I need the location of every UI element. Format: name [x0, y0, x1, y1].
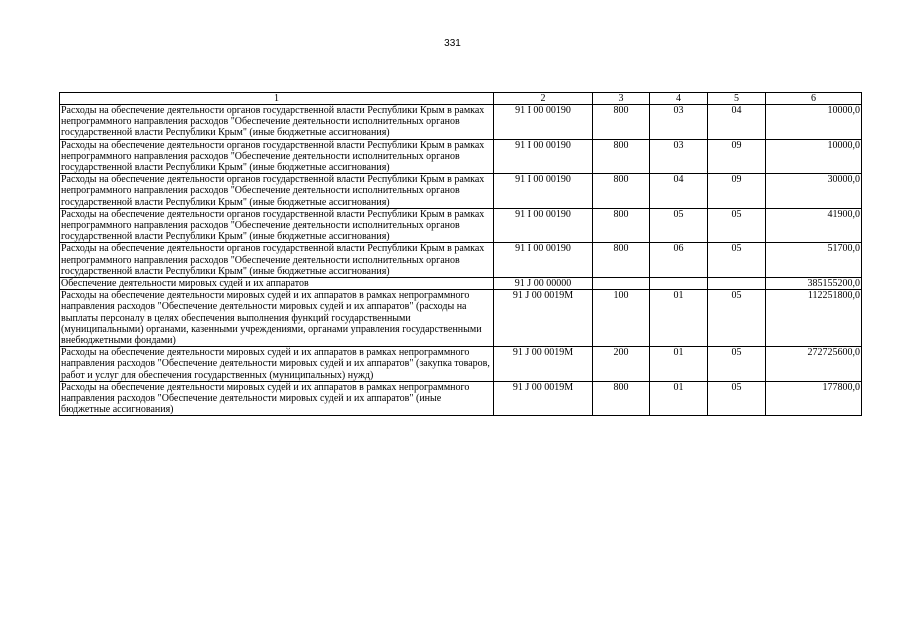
row-name: Расходы на обеспечение деятельности органов государственной власти Республики Крым в рамках непрограммного направления расходов "Обеспечение деятельности исполнительных органов государственной власти Республики Крым" (иные бюджетные ассигнования) [60, 174, 494, 209]
row-expense-type: 800 [593, 139, 650, 174]
row-subsection: 05 [708, 208, 766, 243]
row-code: 91 J 00 0019M [494, 347, 593, 382]
table-row [60, 290, 862, 347]
row-name: Расходы на обеспечение деятельности мировых судей и их аппаратов в рамках непрограммного направления расходов "Обеспечение деятельности мировых судей и их аппаратов" (иные бюджетные ассигнования) [60, 381, 494, 416]
row-expense-type: 800 [593, 243, 650, 278]
row-expense-type: 200 [593, 347, 650, 382]
row-subsection: 05 [708, 347, 766, 382]
row-amount: 41900,0 [766, 208, 862, 243]
column-header-6: 6 [766, 93, 862, 105]
row-subsection: 05 [708, 243, 766, 278]
row-name: Расходы на обеспечение деятельности мировых судей и их аппаратов в рамках непрограммного направления расходов "Обеспечение деятельности мировых судей и их аппаратов" (расходы на выплаты персоналу в целях обеспечения выполнения функций государственными (муниципальными) органами, казенными учреждениями, органами управления государственными внебюджетными фондами) [60, 290, 494, 347]
column-header-1: 1 [60, 93, 494, 105]
page-number: 331 [444, 38, 461, 49]
row-amount: 177800,0 [766, 381, 862, 416]
row-expense-type: 800 [593, 381, 650, 416]
row-section: 05 [650, 208, 708, 243]
row-expense-type: 100 [593, 290, 650, 347]
row-amount: 272725600,0 [766, 347, 862, 382]
row-subsection: 04 [708, 105, 766, 140]
table-row [60, 105, 862, 140]
row-section [650, 278, 708, 290]
row-expense-type: 800 [593, 174, 650, 209]
column-header-4: 4 [650, 93, 708, 105]
row-code: 91 I 00 00190 [494, 174, 593, 209]
table-row [60, 174, 862, 209]
header-row [60, 93, 862, 105]
table-row [60, 139, 862, 174]
row-expense-type [593, 278, 650, 290]
row-amount: 10000,0 [766, 105, 862, 140]
row-subsection: 05 [708, 290, 766, 347]
table-row [60, 243, 862, 278]
row-subsection: 09 [708, 174, 766, 209]
column-header-2: 2 [494, 93, 593, 105]
row-section: 06 [650, 243, 708, 278]
row-name: Расходы на обеспечение деятельности органов государственной власти Республики Крым в рамках непрограммного направления расходов "Обеспечение деятельности исполнительных органов государственной власти Республики Крым" (иные бюджетные ассигнования) [60, 243, 494, 278]
row-code: 91 J 00 0019M [494, 290, 593, 347]
row-section: 03 [650, 105, 708, 140]
row-amount: 10000,0 [766, 139, 862, 174]
row-name: Расходы на обеспечение деятельности мировых судей и их аппаратов в рамках непрограммного направления расходов "Обеспечение деятельности мировых судей и их аппаратов" (закупка товаров, работ и услуг для обеспечения государственных (муниципальных) нужд) [60, 347, 494, 382]
row-name: Расходы на обеспечение деятельности органов государственной власти Республики Крым в рамках непрограммного направления расходов "Обеспечение деятельности исполнительных органов государственной власти Республики Крым" (иные бюджетные ассигнования) [60, 105, 494, 140]
row-code: 91 J 00 0019M [494, 381, 593, 416]
row-name: Расходы на обеспечение деятельности органов государственной власти Республики Крым в рамках непрограммного направления расходов "Обеспечение деятельности исполнительных органов государственной власти Республики Крым" (иные бюджетные ассигнования) [60, 208, 494, 243]
row-code: 91 I 00 00190 [494, 105, 593, 140]
table-row [60, 278, 862, 290]
row-section: 04 [650, 174, 708, 209]
row-amount: 112251800,0 [766, 290, 862, 347]
table-row [60, 347, 862, 382]
row-amount: 51700,0 [766, 243, 862, 278]
row-name: Обеспечение деятельности мировых судей и их аппаратов [60, 278, 494, 290]
row-amount: 385155200,0 [766, 278, 862, 290]
row-section: 03 [650, 139, 708, 174]
row-expense-type: 800 [593, 208, 650, 243]
row-expense-type: 800 [593, 105, 650, 140]
table-row [60, 208, 862, 243]
row-subsection: 09 [708, 139, 766, 174]
row-section: 01 [650, 381, 708, 416]
column-header-5: 5 [708, 93, 766, 105]
row-code: 91 J 00 00000 [494, 278, 593, 290]
row-subsection [708, 278, 766, 290]
row-name: Расходы на обеспечение деятельности органов государственной власти Республики Крым в рамках непрограммного направления расходов "Обеспечение деятельности исполнительных органов государственной власти Республики Крым" (иные бюджетные ассигнования) [60, 139, 494, 174]
row-code: 91 I 00 00190 [494, 139, 593, 174]
row-section: 01 [650, 347, 708, 382]
budget-table [59, 92, 862, 416]
column-header-3: 3 [593, 93, 650, 105]
row-subsection: 05 [708, 381, 766, 416]
row-section: 01 [650, 290, 708, 347]
table-row [60, 381, 862, 416]
row-amount: 30000,0 [766, 174, 862, 209]
row-code: 91 I 00 00190 [494, 243, 593, 278]
row-code: 91 I 00 00190 [494, 208, 593, 243]
